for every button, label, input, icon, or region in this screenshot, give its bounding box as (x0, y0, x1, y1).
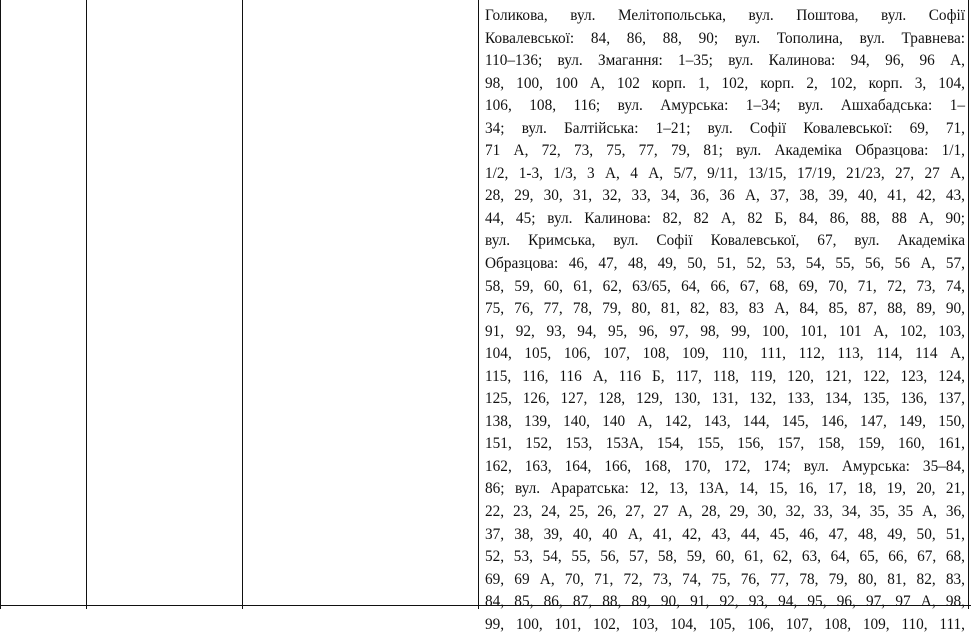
address-line: 98, 100, 100 А, 102 корп. 1, 102, корп. 2, 102, корп. 3, 104, (485, 74, 965, 92)
table-column-divider-2 (242, 0, 243, 609)
address-line: вул. Кримська, вул. Софії Ковалевської, 67, вул. Академіка (485, 232, 965, 250)
address-line: 138, 139, 140, 140 А, 142, 143, 144, 145, 146, 147, 149, 150, (485, 412, 965, 430)
address-line: 110–136; вул. Змагання: 1–35; вул. Калинова: 94, 96, 96 А, (485, 52, 965, 70)
address-line: Голикова, вул. Мелітопольська, вул. Поштова, вул. Софії (485, 7, 965, 24)
address-line: 28, 29, 30, 31, 32, 33, 34, 36, 36 А, 37, 38, 39, 40, 41, 42, 43, (485, 187, 965, 205)
address-line: Ковалевської: 84, 86, 88, 90; вул. Тополина, вул. Травнева: (485, 29, 965, 47)
address-line: 125, 126, 127, 128, 129, 130, 131, 132, 133, 134, 135, 136, 137, (485, 390, 965, 408)
address-line: 37, 38, 39, 40, 40 А, 41, 42, 43, 44, 45, 46, 47, 48, 49, 50, 51, (485, 525, 965, 543)
address-line: 34; вул. Балтійська: 1–21; вул. Софії Ковалевської: 69, 71, (485, 119, 965, 137)
address-line: 151, 152, 153, 153А, 154, 155, 156, 157, 158, 159, 160, 161, (485, 435, 965, 453)
table-border-right (968, 0, 969, 609)
address-line: 106, 108, 116; вул. Амурська: 1–34; вул. Ашхабадська: 1– (485, 97, 965, 115)
address-line: 162, 163, 164, 166, 168, 170, 172, 174; вул. Амурська: 35–84, (485, 457, 965, 475)
address-line: 104, 105, 106, 107, 108, 109, 110, 111, 112, 113, 114, 114 А, (485, 345, 965, 363)
address-line: 75, 76, 77, 78, 79, 80, 81, 82, 83, 83 А, 84, 85, 87, 88, 89, 90, (485, 300, 965, 318)
address-line: 69, 69 А, 70, 71, 72, 73, 74, 75, 76, 77, 78, 79, 80, 81, 82, 83, (485, 570, 965, 588)
address-line: 71 А, 72, 73, 75, 77, 79, 81; вул. Академіка Образцова: 1/1, (485, 142, 965, 160)
address-line: 99, 100, 101, 102, 103, 104, 105, 106, 107, 108, 109, 110, 111, (485, 615, 965, 633)
address-line: 115, 116, 116 А, 116 Б, 117, 118, 119, 120, 121, 122, 123, 124, (485, 367, 965, 385)
table-border-left (0, 0, 1, 609)
table-column-divider-1 (86, 0, 87, 609)
address-line: 58, 59, 60, 61, 62, 63/65, 64, 66, 67, 68, 69, 70, 71, 72, 73, 74, (485, 277, 965, 295)
table-column-divider-3 (478, 0, 479, 609)
address-line: 91, 92, 93, 94, 95, 96, 97, 98, 99, 100, 101, 101 А, 102, 103, (485, 322, 965, 340)
address-line: 86; вул. Араратська: 12, 13, 13А, 14, 15, 16, 17, 18, 19, 20, 21, (485, 480, 965, 498)
address-line: Образцова: 46, 47, 48, 49, 50, 51, 52, 53, 54, 55, 56, 56 А, 57, (485, 255, 965, 273)
address-cell (485, 5, 965, 636)
address-line: 22, 23, 24, 25, 26, 27, 27 А, 28, 29, 30, 32, 33, 34, 35, 35 А, 36, (485, 503, 965, 521)
address-line: 1/2, 1-3, 1/3, 3 А, 4 А, 5/7, 9/11, 13/15, 17/19, 21/23, 27, 27 А, (485, 164, 965, 182)
address-line: 52, 53, 54, 55, 56, 57, 58, 59, 60, 61, 62, 63, 64, 65, 66, 67, 68, (485, 548, 965, 566)
address-line: 84, 85, 86, 87, 88, 89, 90, 91, 92, 93, 94, 95, 96, 97, 97 А, 98, (485, 593, 965, 611)
address-line: 44, 45; вул. Калинова: 82, 82 А, 82 Б, 84, 86, 88, 88 А, 90; (485, 209, 965, 227)
